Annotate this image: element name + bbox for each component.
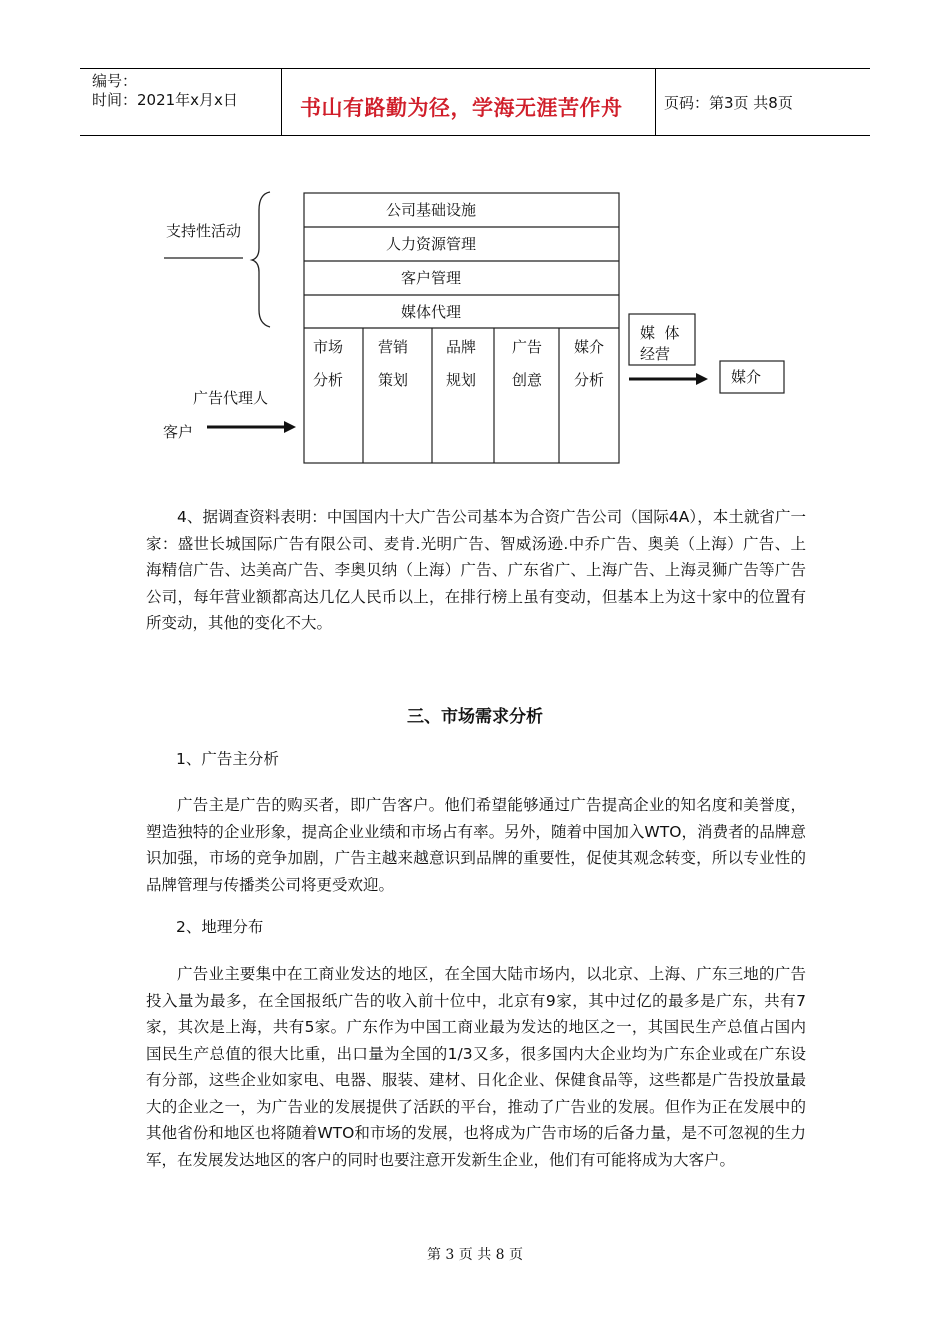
- support-row-infrastructure: 公司基础设施: [386, 201, 477, 219]
- column-top-label: 媒介: [574, 338, 605, 356]
- agent-label: 广告代理人: [193, 389, 269, 407]
- support-row-hr: 人力资源管理: [386, 235, 477, 253]
- number-label: 编号：: [92, 72, 138, 90]
- column-bottom-label: 分析: [313, 371, 344, 389]
- media-ops-label-line2: 经营: [640, 345, 671, 363]
- support-row-client-mgmt: 客户管理: [401, 269, 462, 287]
- column-top-label: 市场: [313, 338, 344, 356]
- column-top-label: 营销: [378, 338, 409, 356]
- column-bottom-label: 分析: [574, 371, 605, 389]
- paragraph-geography: 广告业主要集中在工商业发达的地区，在全国大陆市场内，以北京、上海、广东三地的广告投入量为最多，在全国报纸广告的收入前十位中，北京有9家，其中过亿的最多是广东，共有7家，其次是上海，共有5家。广东作为中国工商业最为发达的地区之一，其国民生产总值占国内国民生产总值的很大比重，出口量为全国的1/3又多，很多国内大企业均为广东企业或在广东设有分部，这些企业如家电、电器、服装、建材、日化企业、保健食品等，这些都是广告投放量最大的企业之一，为广告业的发展提供了活跃的平台，推动了广告业的发展。但作为正在发展中的其他省份和地区也将随着WTO和市场的发展，也将成为广告市场的后备力量，是不可忽视的生力军，在发展发达地区的客户的同时也要注意开发新生企业，他们有可能将成为大客户。: [146, 965, 806, 1169]
- subheading-geographic-distribution: 2、地理分布: [176, 918, 264, 936]
- column-top-label: 广告: [512, 338, 543, 356]
- time-label: 时间：2021年x月x日: [92, 91, 238, 109]
- column-bottom-label: 策划: [378, 371, 409, 389]
- subheading-advertiser-analysis: 1、广告主分析: [176, 750, 279, 768]
- section-title-market-demand: 三、市场需求分析: [407, 707, 543, 727]
- support-activities-label: 支持性活动: [166, 222, 242, 240]
- motto-text: 书山有路勤为径，学海无涯苦作舟: [300, 96, 623, 120]
- paragraph-top-agencies: 4、据调查资料表明：中国国内十大广告公司基本为合资广告公司（国际4A），本土就省广一家：盛世长城国际广告有限公司、麦肯.光明广告、智威汤逊.中乔广告、奥美（上海）广告、上海精信广告、达美高广告、李奥贝纳（上海）广告、广东省广、上海广告、上海灵狮广告等广告公司，每年营业额都高达几亿人民币以上，在排行榜上虽有变动，但基本上为这十家中的位置有所变动，其他的变化不大。: [146, 508, 806, 632]
- media-ops-label-line1: 媒 体: [640, 324, 680, 342]
- column-top-label: 品牌: [446, 338, 477, 356]
- column-bottom-label: 规划: [446, 371, 477, 389]
- column-bottom-label: 创意: [512, 371, 543, 389]
- media-label: 媒介: [731, 368, 762, 386]
- page-info: 页码：第3页 共8页: [664, 94, 793, 112]
- paragraph-advertiser: 广告主是广告的购买者，即广告客户。他们希望能够通过广告提高企业的知名度和美誉度，塑造独特的企业形象，提高企业业绩和市场占有率。另外，随着中国加入WTO，消费者的品牌意识加强，市场的竞争加剧，广告主越来越意识到品牌的重要性，促使其观念转变，所以专业性的品牌管理与传播类公司将更受欢迎。: [146, 796, 806, 894]
- page-footer: 第 3 页 共 8 页: [426, 1247, 524, 1263]
- support-row-media-agency: 媒体代理: [401, 303, 462, 321]
- client-label: 客户: [163, 423, 194, 441]
